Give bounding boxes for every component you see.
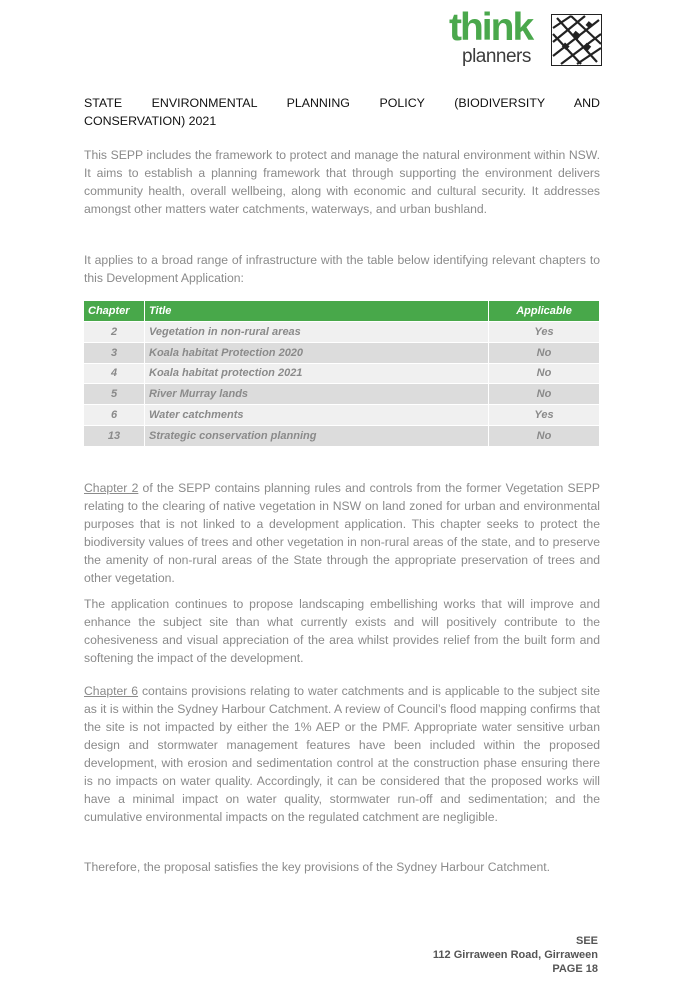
section-heading: STATE ENVIRONMENTAL PLANNING POLICY (BIODIVERSITY AND: [84, 96, 600, 110]
header-applicable: Applicable: [489, 301, 600, 322]
page-footer: [433, 934, 598, 976]
chapter2-reference-link[interactable]: Chapter 2: [84, 481, 139, 495]
table-header-row: [84, 301, 600, 322]
table-row: [84, 425, 600, 445]
cell-title: Koala habitat protection 2021: [145, 363, 489, 384]
chapter6-paragraph-text: contains provisions relating to water catchments and is applicable to the subject site as it is within the Sydney Harbour Catchment. A review of Council’s flood mapping confirms that the site is not impacted by either the 1% AEP or the PMF. Appropriate water sensitive urban design and stormwater management features have been included within the proposed development, with erosion and sedimentation control at the construction phase ensuring there is no impacts on water quality. Accordingly, it can be considered that the proposed works will have a minimal impact on water quality, stormwater run-off and sedimentation; and the cumulative environmental impacts on the regulated catchment are negligible.: [84, 684, 600, 824]
chapter2-paragraph-text: of the SEPP contains planning rules and controls from the former Vegetation SEPP relating to the clearing of native vegetation in NSW on land zoned for urban and environmental purposes that is not linked to a development application. This chapter seeks to protect the biodiversity values of trees and other vegetation in non-rural areas of the state, and to preserve the amenity of non-rural areas of the State through the appropriate preservation of trees and other vegetation.: [84, 481, 600, 585]
footer-doc-type: SEE: [575, 935, 598, 947]
cell-title: Strategic conservation planning: [145, 425, 489, 445]
table-row: [84, 384, 600, 405]
cell-title: Water catchments: [145, 405, 489, 426]
logo-word-think: think: [449, 6, 533, 49]
conclusion-paragraph: Therefore, the proposal satisfies the key provisions of the Sydney Harbour Catchment.: [84, 860, 551, 874]
table-row: [84, 342, 600, 363]
cell-chapter: 5: [84, 384, 145, 405]
cell-applicable: No: [489, 384, 600, 405]
section-heading-line2: CONSERVATION) 2021: [84, 114, 217, 128]
landscaping-paragraph: The application continues to propose landscaping embellishing works that will improve and enhance the subject site than what currently exists and will positively contribute to the cohesiveness and visual appreciation of the area whilst provides relief from the built form and softening the impact of the development.: [84, 597, 600, 665]
cell-chapter: 4: [84, 363, 145, 384]
cell-chapter: 2: [84, 322, 145, 343]
table-row: [84, 363, 600, 384]
cell-title: River Murray lands: [145, 384, 489, 405]
cell-title: Vegetation in non-rural areas: [145, 322, 489, 343]
chapter6-reference-link[interactable]: Chapter 6: [84, 684, 139, 698]
cell-applicable: No: [489, 425, 600, 445]
footer-page-number: PAGE 18: [552, 963, 598, 975]
cell-chapter: 13: [84, 425, 145, 445]
cell-applicable: Yes: [489, 322, 600, 343]
sepp-chapters-table: [84, 301, 600, 446]
logo-word-planners: planners: [462, 46, 531, 67]
intro-table-lead: It applies to a broad range of infrastructure with the table below identifying relevant chapters to this Development Application:: [84, 253, 600, 285]
cell-chapter: 3: [84, 342, 145, 363]
cell-title: Koala habitat Protection 2020: [145, 342, 489, 363]
think-planners-logo: [447, 6, 602, 70]
cell-applicable: No: [489, 342, 600, 363]
cell-chapter: 6: [84, 405, 145, 426]
cell-applicable: No: [489, 363, 600, 384]
footer-address: 112 Girraween Road, Girraween: [432, 949, 598, 961]
table-row: [84, 322, 600, 343]
chapter2-paragraph: [84, 479, 600, 587]
header-chapter: Chapter: [84, 301, 145, 322]
header-title: Title: [145, 301, 489, 322]
logo-map-icon: [551, 14, 602, 66]
cell-applicable: Yes: [489, 405, 600, 426]
table-row: [84, 405, 600, 426]
intro-paragraph: This SEPP includes the framework to protect and manage the natural environment within NSW. It aims to establish a planning framework that through supporting the environment delivers community health, overall wellbeing, along with economic and cultural security. It addresses amongst other matters water catchments, waterways, and urban bushland.: [84, 148, 600, 216]
chapter6-paragraph: [84, 682, 600, 826]
